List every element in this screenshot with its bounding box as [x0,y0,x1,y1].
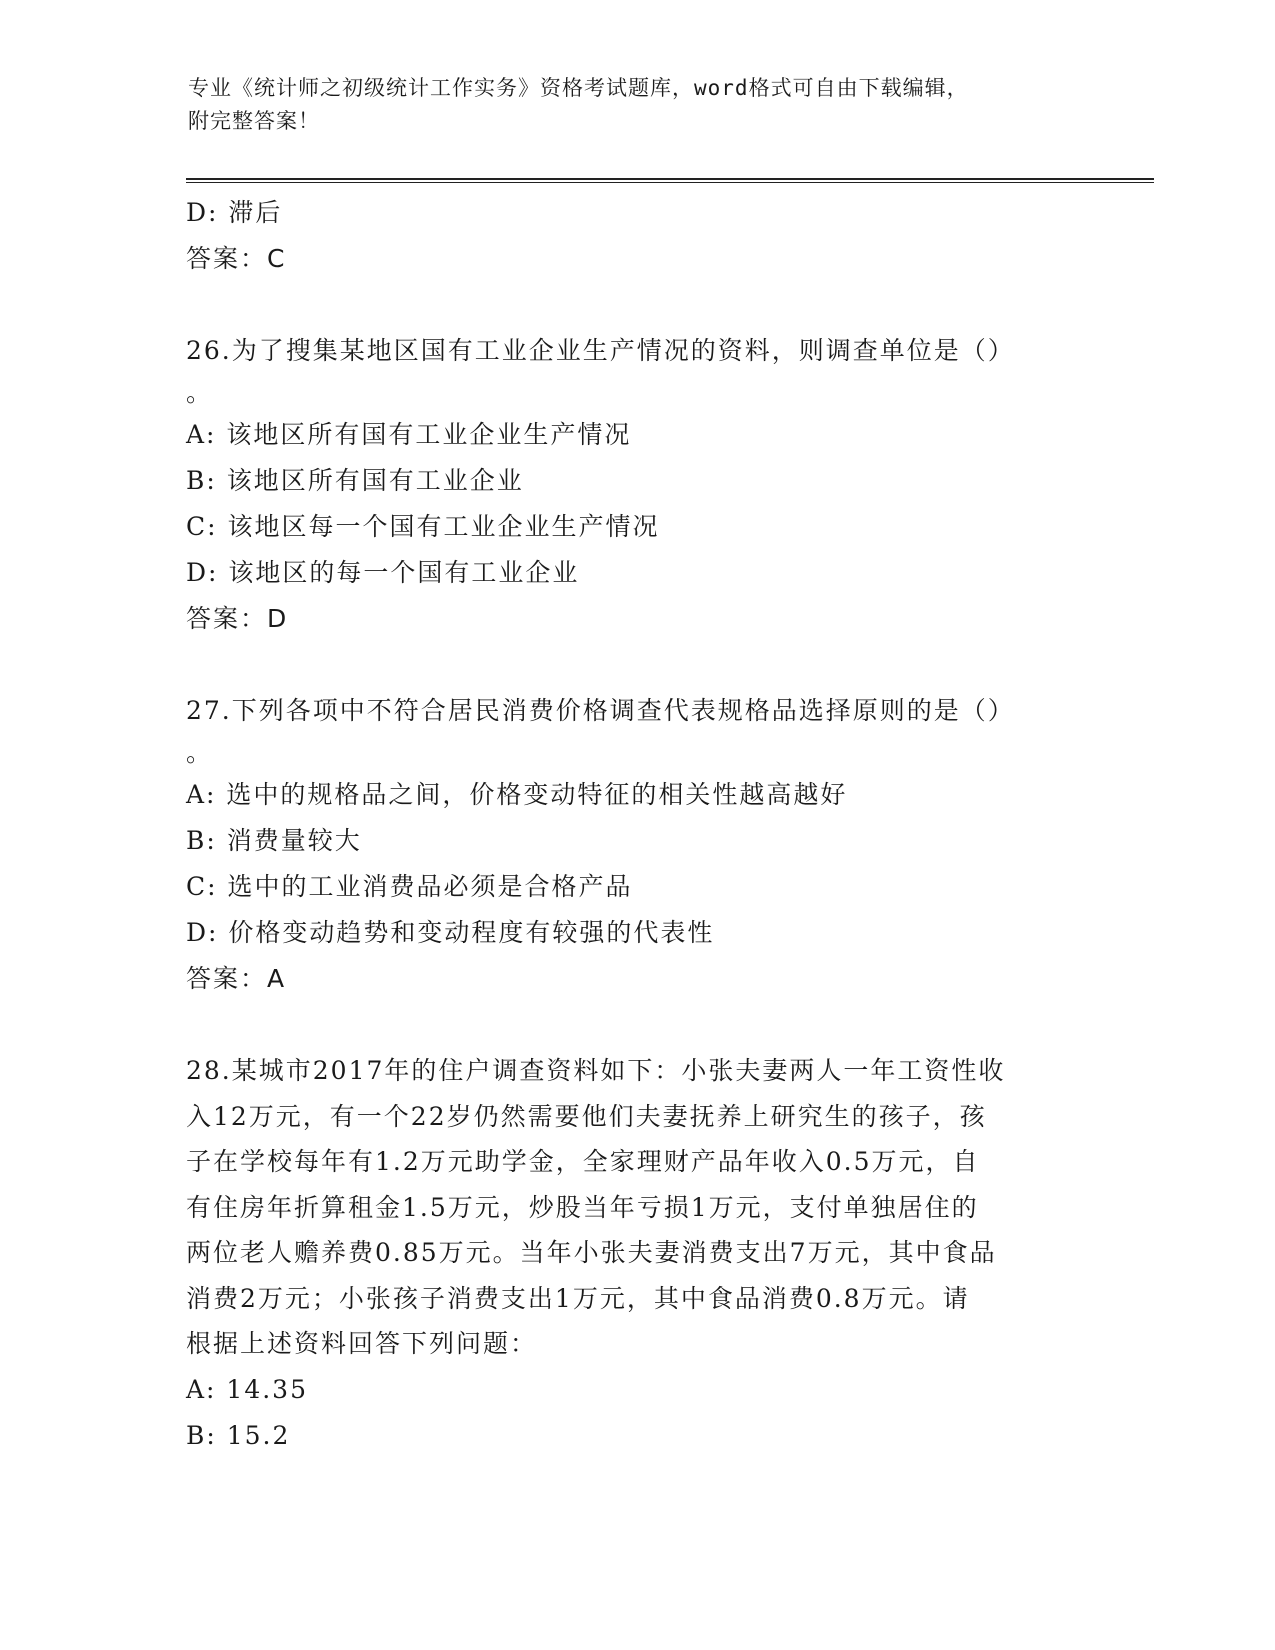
spacer [186,282,1066,328]
question-26 [186,328,1066,642]
option-b: B: 该地区所有国有工业企业 [186,466,524,495]
option-c: C: 该地区每一个国有工业企业生产情况 [186,512,660,541]
question-stem: 26.为了搜集某地区国有工业企业生产情况的资料，则调查单位是（） [186,336,1015,365]
question-stem-end: 。 [186,378,214,407]
option-b: B: 消费量较大 [186,826,362,855]
question-28 [186,1048,1066,1459]
question-stem-line: 根据上述资料回答下列问题： [186,1329,538,1358]
prev-answer: 答案：C [186,244,287,273]
question-stem-end: 。 [186,738,214,767]
question-stem-line: 两位老人赡养费0.85万元。当年小张夫妻消费支出7万元，其中食品 [186,1238,997,1267]
spacer [186,1002,1066,1048]
answer: 答案：D [186,604,289,633]
option-c: C: 选中的工业消费品必须是合格产品 [186,872,633,901]
question-stem-line: 有住房年折算租金1.5万元，炒股当年亏损1万元，支付单独居住的 [186,1192,979,1222]
prev-option-d: D: 滞后 [186,198,283,227]
spacer [186,642,1066,688]
document-header [188,72,1088,138]
header-line-1: 专业《统计师之初级统计工作实务》资格考试题库，word格式可自由下载编辑， [188,76,969,100]
question-27 [186,688,1066,1002]
question-stem: 27.下列各项中不符合居民消费价格调查代表规格品选择原则的是（） [186,696,1015,725]
option-b: B: 15.2 [186,1420,291,1450]
option-a: A: 选中的规格品之间，价格变动特征的相关性越高越好 [186,780,848,809]
header-line-2: 附完整答案！ [188,109,320,133]
option-a: A: 该地区所有国有工业企业生产情况 [186,420,632,449]
option-a: A: 14.35 [186,1374,308,1404]
question-stem-line: 子在学校每年有1.2万元助学金，全家理财产品年收入0.5万元，自 [186,1147,980,1176]
option-d: D: 价格变动趋势和变动程度有较强的代表性 [186,918,715,947]
option-d: D: 该地区的每一个国有工业企业 [186,558,580,587]
question-stem-line: 入12万元，有一个22岁仍然需要他们夫妻抚养上研究生的孩子，孩 [186,1101,987,1131]
question-stem-line: 消费2万元；小张孩子消费支出1万元，其中食品消费0.8万元。请 [186,1283,970,1313]
question-stem-line: 28.某城市2017年的住户调查资料如下：小张夫妻两人一年工资性收 [186,1056,1006,1085]
question-content [186,190,1066,1459]
answer: 答案：A [186,964,287,993]
header-divider [186,178,1154,183]
